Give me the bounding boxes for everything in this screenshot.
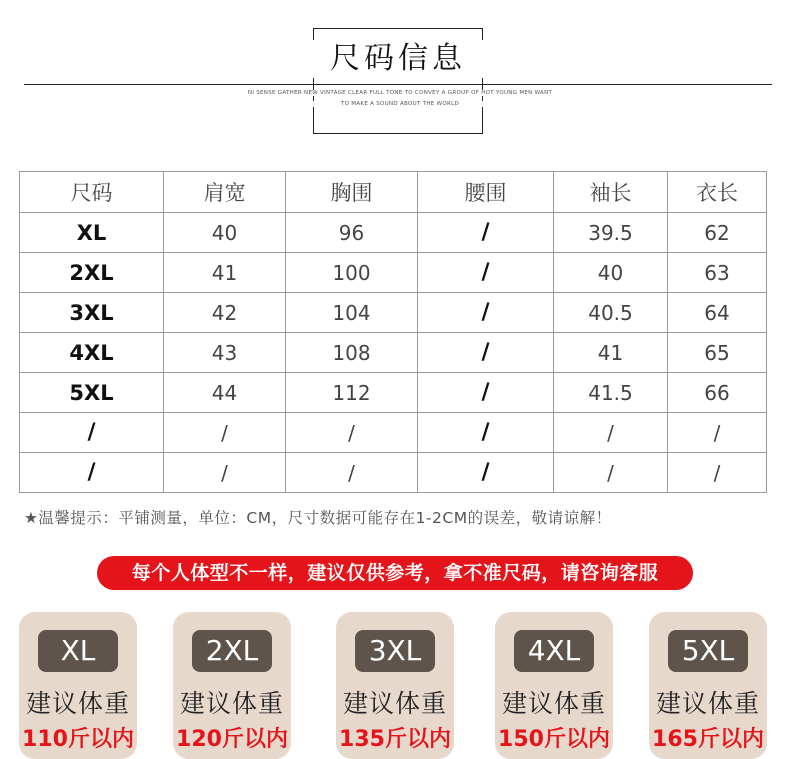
table-cell: 40 [554, 253, 668, 293]
header-cell: 尺码 [20, 172, 164, 213]
header-cell: 衣长 [668, 172, 767, 213]
table-cell: 112 [286, 373, 418, 413]
header-cell: 肩宽 [164, 172, 286, 213]
size-badge: 2XL [192, 630, 272, 672]
subtitle-line-1: NI SENSE GATHER NEW VINTAGE CLEAR FULL TONE TO CONVEY A GROUP OF HOT YOUNG MEN WANT [180, 90, 620, 96]
table-cell: / [418, 293, 554, 333]
weight-card [495, 612, 613, 759]
weight-value: 165斤以内 [652, 727, 764, 752]
table-cell: 108 [286, 333, 418, 373]
weight-cards [0, 612, 790, 759]
weight-value: 150斤以内 [498, 727, 610, 752]
table-cell: 42 [164, 293, 286, 333]
table-cell: / [164, 413, 286, 453]
weight-card [173, 612, 291, 759]
table-row [20, 453, 767, 493]
table-cell: 39.5 [554, 213, 668, 253]
table-row [20, 253, 767, 293]
header-cell: 袖长 [554, 172, 668, 213]
header-cell: 腰围 [418, 172, 554, 213]
weight-value: 135斤以内 [339, 727, 451, 752]
subtitle-line-2: TO MAKE A SOUND ABOUT THE WORLD [180, 101, 620, 107]
size-cell: 5XL [20, 373, 164, 413]
table-cell: 41.5 [554, 373, 668, 413]
table-cell: 41 [554, 333, 668, 373]
table-cell: 96 [286, 213, 418, 253]
size-cell: 2XL [20, 253, 164, 293]
table-cell: / [418, 413, 554, 453]
table-row [20, 213, 767, 253]
table-cell: / [418, 453, 554, 493]
table-cell: / [554, 413, 668, 453]
weight-label: 建议体重 [342, 689, 447, 718]
table-cell: / [554, 453, 668, 493]
table-cell: / [286, 413, 418, 453]
table-row [20, 413, 767, 453]
measurement-note: ★温馨提示：平铺测量，单位：CM，尺寸数据可能存在1-2CM的误差，敬请谅解！ [24, 509, 612, 527]
size-badge: 5XL [668, 630, 748, 672]
size-cell: XL [20, 213, 164, 253]
header-cell: 胸围 [286, 172, 418, 213]
table-cell: 40.5 [554, 293, 668, 333]
size-badge: 3XL [355, 630, 435, 672]
table-cell: 40 [164, 213, 286, 253]
size-cell: / [20, 413, 164, 453]
table-cell: / [668, 413, 767, 453]
table-cell: / [418, 213, 554, 253]
table-cell: 100 [286, 253, 418, 293]
table-row [20, 293, 767, 333]
size-table [19, 171, 767, 493]
size-cell: / [20, 453, 164, 493]
weight-label: 建议体重 [179, 689, 284, 718]
table-cell: 104 [286, 293, 418, 333]
table-header-row [20, 172, 767, 213]
table-cell: / [286, 453, 418, 493]
size-badge: XL [38, 630, 118, 672]
table-cell: / [418, 333, 554, 373]
weight-card [649, 612, 767, 759]
table-cell: 43 [164, 333, 286, 373]
weight-card [19, 612, 137, 759]
table-cell: 41 [164, 253, 286, 293]
size-cell: 4XL [20, 333, 164, 373]
weight-label: 建议体重 [655, 689, 760, 718]
weight-value: 110斤以内 [22, 727, 134, 752]
table-row [20, 333, 767, 373]
page-title: 尺码信息 [313, 40, 483, 78]
table-cell: / [668, 453, 767, 493]
table-cell: 63 [668, 253, 767, 293]
weight-label: 建议体重 [501, 689, 606, 718]
table-cell: / [418, 373, 554, 413]
table-cell: 66 [668, 373, 767, 413]
table-cell: 44 [164, 373, 286, 413]
advice-banner: 每个人体型不一样，建议仅供参考，拿不准尺码，请咨询客服 [97, 556, 693, 590]
table-row [20, 373, 767, 413]
table-cell: / [164, 453, 286, 493]
table-cell: 65 [668, 333, 767, 373]
size-badge: 4XL [514, 630, 594, 672]
weight-value: 120斤以内 [176, 727, 288, 752]
weight-card [336, 612, 454, 759]
table-cell: 64 [668, 293, 767, 333]
table-cell: / [418, 253, 554, 293]
table-cell: 62 [668, 213, 767, 253]
weight-label: 建议体重 [25, 689, 130, 718]
size-cell: 3XL [20, 293, 164, 333]
